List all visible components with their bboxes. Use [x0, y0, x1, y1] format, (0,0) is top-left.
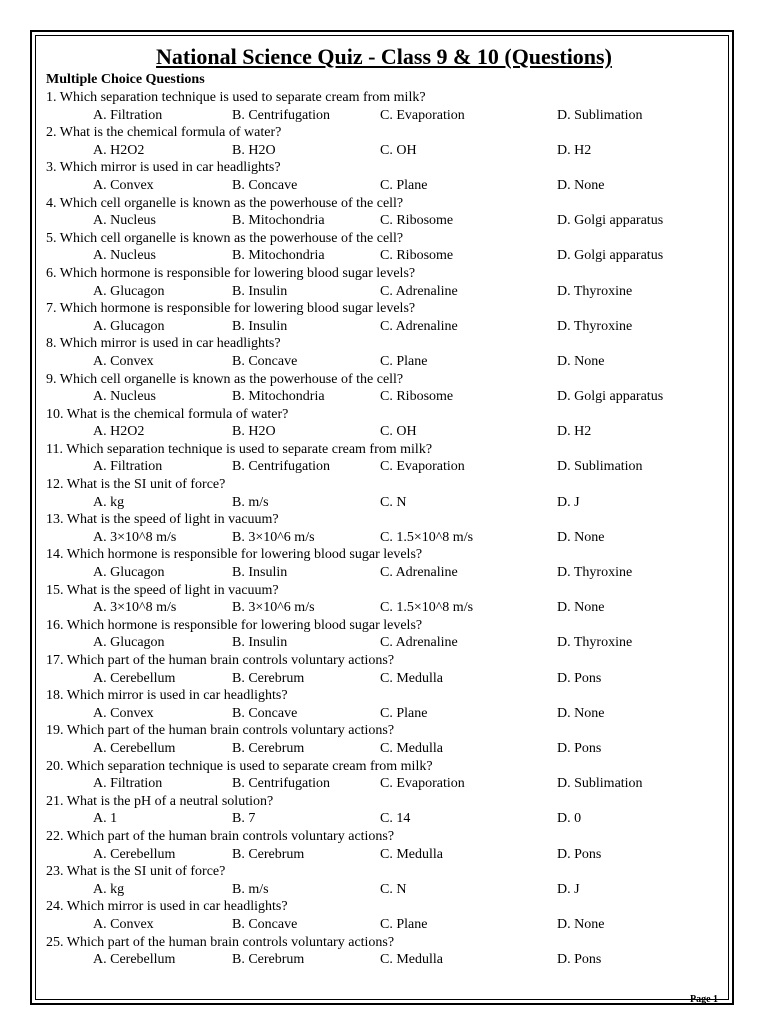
- question-item: [46, 406, 722, 441]
- options-row: [46, 599, 722, 617]
- option-b: B. Insulin: [232, 283, 288, 299]
- option-c: C. 14: [380, 811, 411, 827]
- option-a: A. kg: [93, 881, 125, 897]
- question-item: [46, 934, 722, 969]
- option-b: B. Cerebrum: [232, 740, 305, 756]
- option-a: A. H2O2: [93, 424, 145, 440]
- option-c: C. OH: [380, 142, 417, 158]
- question-item: [46, 230, 722, 265]
- question-text: 24. Which mirror is used in car headlights?: [46, 899, 288, 915]
- option-b: B. Cerebrum: [232, 670, 305, 686]
- option-c: C. N: [380, 494, 407, 510]
- option-c: C. Medulla: [380, 740, 443, 756]
- question-item: [46, 863, 722, 898]
- question-item: [46, 758, 722, 793]
- option-a: A. Filtration: [93, 107, 163, 123]
- question-text: 5. Which cell organelle is known as the powerhouse of the cell?: [46, 230, 404, 246]
- option-d: D. None: [557, 529, 605, 545]
- question-item: [46, 793, 722, 828]
- option-d: D. Sublimation: [557, 107, 643, 123]
- question-text: 12. What is the SI unit of force?: [46, 477, 226, 493]
- options-row: [46, 247, 722, 265]
- option-c: C. Ribosome: [380, 389, 454, 405]
- option-c: C. Evaporation: [380, 776, 465, 792]
- page-title: National Science Quiz - Class 9 & 10 (Questions): [156, 44, 612, 69]
- question-item: [46, 124, 722, 159]
- option-c: C. Medulla: [380, 846, 443, 862]
- question-item: [46, 335, 722, 370]
- page-number: Page 1: [690, 994, 719, 1005]
- question-text: 10. What is the chemical formula of water?: [46, 406, 289, 422]
- option-c: C. Plane: [380, 177, 428, 193]
- question-list: [46, 89, 722, 969]
- question-item: [46, 441, 722, 476]
- question-text: 8. Which mirror is used in car headlights?: [46, 336, 281, 352]
- option-d: D. Golgi apparatus: [557, 213, 664, 229]
- option-d: D. None: [557, 177, 605, 193]
- question-item: [46, 617, 722, 652]
- options-row: [46, 177, 722, 195]
- option-b: B. Concave: [232, 705, 298, 721]
- question-text: 14. Which hormone is responsible for lowering blood sugar levels?: [46, 547, 423, 563]
- option-c: C. N: [380, 881, 407, 897]
- option-d: D. Pons: [557, 670, 602, 686]
- options-row: [46, 423, 722, 441]
- options-row: [46, 740, 722, 758]
- options-row: [46, 881, 722, 899]
- question-item: [46, 265, 722, 300]
- option-d: D. H2: [557, 424, 592, 440]
- option-c: C. Medulla: [380, 670, 443, 686]
- question-text: 9. Which cell organelle is known as the powerhouse of the cell?: [46, 371, 404, 387]
- option-c: C. Adrenaline: [380, 635, 458, 651]
- option-a: A. Glucagon: [93, 318, 165, 334]
- option-a: A. Convex: [93, 177, 154, 193]
- option-b: B. Insulin: [232, 565, 288, 581]
- option-d: D. Sublimation: [557, 459, 643, 475]
- option-b: B. H2O: [232, 142, 276, 158]
- option-d: D. None: [557, 705, 605, 721]
- option-b: B. Centrifugation: [232, 776, 330, 792]
- options-row: [46, 283, 722, 301]
- options-row: [46, 107, 722, 125]
- question-text: 18. Which mirror is used in car headlights?: [46, 688, 288, 704]
- option-b: B. 7: [232, 811, 256, 827]
- option-d: D. Thyroxine: [557, 283, 633, 299]
- option-b: B. Centrifugation: [232, 459, 330, 475]
- options-row: [46, 775, 722, 793]
- option-a: A. 3×10^8 m/s: [93, 600, 177, 616]
- question-item: [46, 89, 722, 124]
- options-row: [46, 494, 722, 512]
- option-a: A. Convex: [93, 705, 154, 721]
- option-d: D. None: [557, 916, 605, 932]
- option-b: B. Concave: [232, 353, 298, 369]
- options-row: [46, 458, 722, 476]
- question-item: [46, 476, 722, 511]
- question-text: 2. What is the chemical formula of water?: [46, 125, 282, 141]
- option-c: C. Plane: [380, 353, 428, 369]
- option-c: C. 1.5×10^8 m/s: [380, 600, 474, 616]
- options-row: [46, 951, 722, 969]
- options-row: [46, 634, 722, 652]
- question-text: 17. Which part of the human brain controls voluntary actions?: [46, 653, 395, 668]
- option-a: A. Cerebellum: [93, 670, 176, 686]
- question-text: 6. Which hormone is responsible for lowering blood sugar levels?: [46, 265, 416, 281]
- option-a: A. Convex: [93, 916, 154, 932]
- option-b: B. Mitochondria: [232, 389, 325, 405]
- question-text: 3. Which mirror is used in car headlights?: [46, 160, 281, 176]
- option-a: A. Nucleus: [93, 213, 156, 229]
- question-text: 21. What is the pH of a neutral solution?: [46, 793, 274, 809]
- option-a: A. Nucleus: [93, 248, 156, 264]
- question-text: 23. What is the SI unit of force?: [46, 864, 226, 880]
- question-text: 4. Which cell organelle is known as the powerhouse of the cell?: [46, 195, 404, 211]
- option-b: B. m/s: [232, 494, 269, 510]
- option-b: B. Concave: [232, 916, 298, 932]
- option-a: A. Nucleus: [93, 389, 156, 405]
- option-b: B. m/s: [232, 881, 269, 897]
- option-c: C. Ribosome: [380, 213, 454, 229]
- option-d: D. None: [557, 353, 605, 369]
- option-d: D. Sublimation: [557, 776, 643, 792]
- option-c: C. Plane: [380, 705, 428, 721]
- option-a: A. Convex: [93, 353, 154, 369]
- question-text: 7. Which hormone is responsible for lowering blood sugar levels?: [46, 301, 416, 317]
- options-row: [46, 846, 722, 864]
- option-a: A. Filtration: [93, 459, 163, 475]
- option-c: C. 1.5×10^8 m/s: [380, 529, 474, 545]
- question-text: 13. What is the speed of light in vacuum?: [46, 512, 279, 528]
- option-b: B. Centrifugation: [232, 107, 330, 123]
- question-text: 19. Which part of the human brain controls voluntary actions?: [46, 723, 395, 739]
- option-b: B. H2O: [232, 424, 276, 440]
- option-b: B. 3×10^6 m/s: [232, 600, 315, 616]
- question-text: 16. Which hormone is responsible for lowering blood sugar levels?: [46, 617, 423, 633]
- option-a: A. H2O2: [93, 142, 145, 158]
- option-d: D. Pons: [557, 740, 602, 756]
- options-row: [46, 529, 722, 547]
- option-c: C. Evaporation: [380, 107, 465, 123]
- option-a: A. kg: [93, 494, 125, 510]
- option-d: D. Golgi apparatus: [557, 248, 664, 264]
- question-text: 11. Which separation technique is used to separate cream from milk?: [46, 441, 433, 457]
- option-c: C. Adrenaline: [380, 283, 458, 299]
- option-a: A. Cerebellum: [93, 952, 176, 968]
- option-d: D. 0: [557, 811, 582, 827]
- option-c: C. Plane: [380, 916, 428, 932]
- options-row: [46, 318, 722, 336]
- question-item: [46, 652, 722, 687]
- option-a: A. Glucagon: [93, 565, 165, 581]
- option-b: B. Cerebrum: [232, 952, 305, 968]
- option-d: D. Pons: [557, 846, 602, 862]
- option-c: C. Adrenaline: [380, 565, 458, 581]
- options-row: [46, 142, 722, 160]
- option-d: D. Thyroxine: [557, 318, 633, 334]
- option-a: A. Cerebellum: [93, 846, 176, 862]
- question-item: [46, 546, 722, 581]
- option-a: A. Glucagon: [93, 635, 165, 651]
- options-row: [46, 564, 722, 582]
- option-d: D. Pons: [557, 952, 602, 968]
- quiz-content: [46, 43, 722, 969]
- option-a: A. 3×10^8 m/s: [93, 529, 177, 545]
- options-row: [46, 212, 722, 230]
- option-a: A. 1: [93, 811, 118, 827]
- option-d: D. J: [557, 881, 580, 897]
- question-item: [46, 898, 722, 933]
- option-c: C. Ribosome: [380, 248, 454, 264]
- question-item: [46, 159, 722, 194]
- question-text: 22. Which part of the human brain controls voluntary actions?: [46, 828, 395, 844]
- question-item: [46, 722, 722, 757]
- options-row: [46, 705, 722, 723]
- option-b: B. Mitochondria: [232, 213, 325, 229]
- option-d: D. None: [557, 600, 605, 616]
- option-c: C. Adrenaline: [380, 318, 458, 334]
- options-row: [46, 670, 722, 688]
- option-a: A. Glucagon: [93, 283, 165, 299]
- option-b: B. Cerebrum: [232, 846, 305, 862]
- question-item: [46, 300, 722, 335]
- options-row: [46, 353, 722, 371]
- option-b: B. Concave: [232, 177, 298, 193]
- question-text: 1. Which separation technique is used to separate cream from milk?: [46, 90, 426, 105]
- question-item: [46, 195, 722, 230]
- options-row: [46, 916, 722, 934]
- question-item: [46, 582, 722, 617]
- option-d: D. Golgi apparatus: [557, 389, 664, 405]
- section-heading: Multiple Choice Questions: [46, 72, 205, 87]
- options-row: [46, 810, 722, 828]
- options-row: [46, 388, 722, 406]
- question-text: 25. Which part of the human brain controls voluntary actions?: [46, 934, 395, 950]
- option-d: D. Thyroxine: [557, 565, 633, 581]
- option-d: D. Thyroxine: [557, 635, 633, 651]
- option-b: B. Insulin: [232, 318, 288, 334]
- question-item: [46, 371, 722, 406]
- option-c: C. Evaporation: [380, 459, 465, 475]
- question-item: [46, 828, 722, 863]
- question-text: 20. Which separation technique is used to separate cream from milk?: [46, 758, 433, 774]
- option-b: B. Mitochondria: [232, 248, 325, 264]
- option-c: C. OH: [380, 424, 417, 440]
- option-a: A. Cerebellum: [93, 740, 176, 756]
- option-b: B. 3×10^6 m/s: [232, 529, 315, 545]
- option-a: A. Filtration: [93, 776, 163, 792]
- question-item: [46, 687, 722, 722]
- option-d: D. H2: [557, 142, 592, 158]
- option-c: C. Medulla: [380, 952, 443, 968]
- question-item: [46, 511, 722, 546]
- option-d: D. J: [557, 494, 580, 510]
- option-b: B. Insulin: [232, 635, 288, 651]
- question-text: 15. What is the speed of light in vacuum?: [46, 582, 279, 598]
